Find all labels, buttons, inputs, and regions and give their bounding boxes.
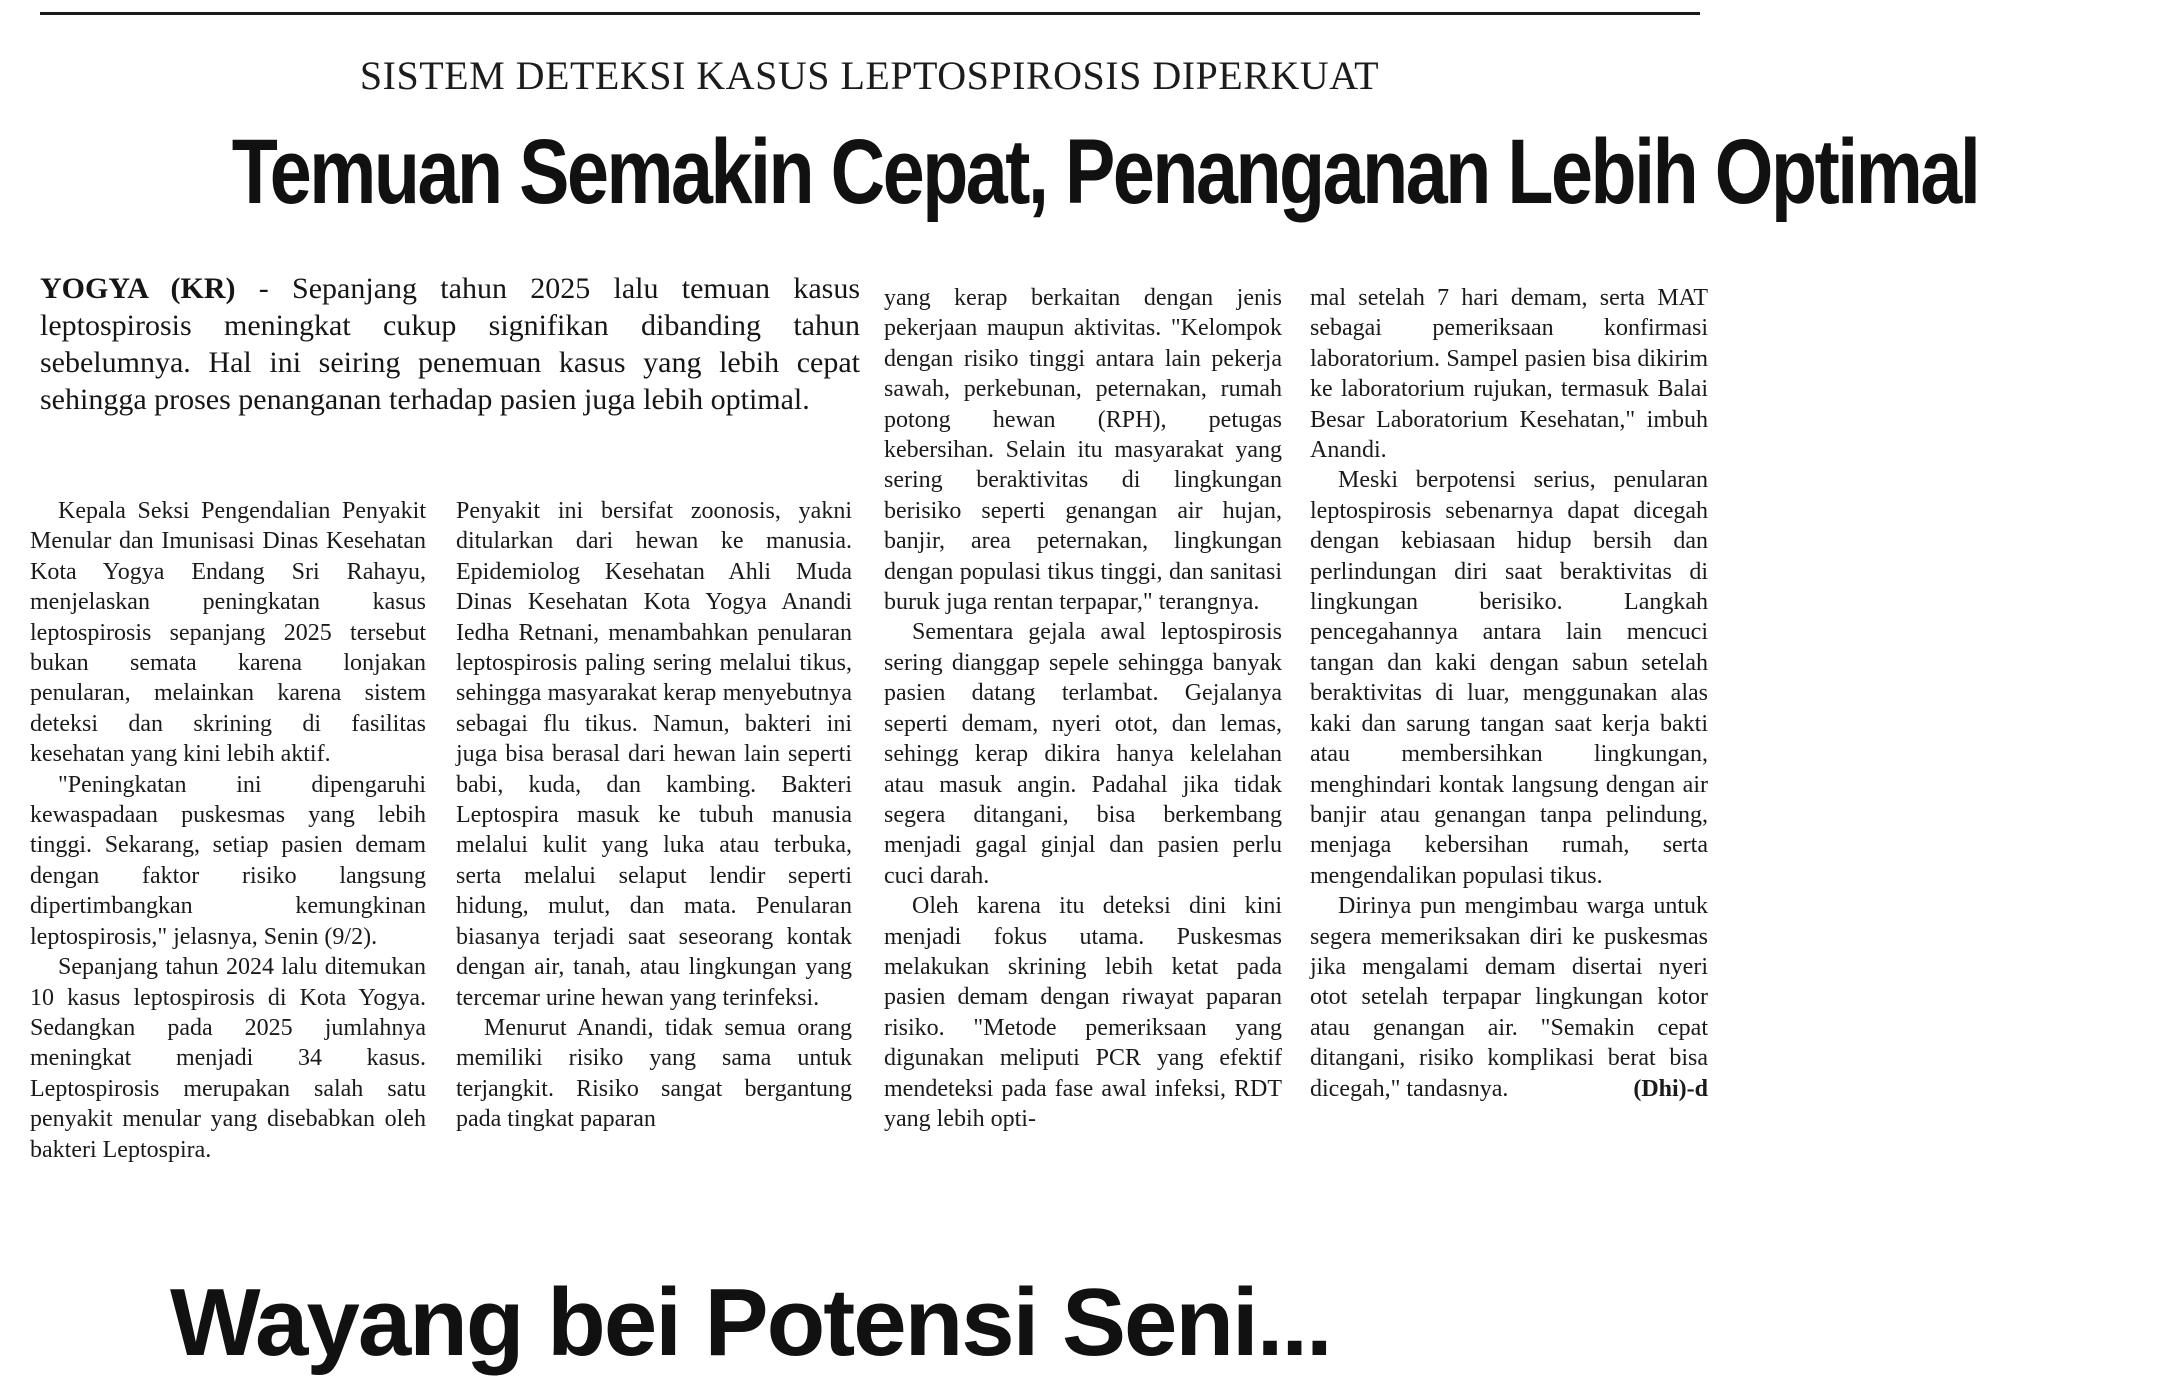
paragraph: "Peningkatan ini dipengaruhi kewaspadaan puskesmas yang lebih tinggi. Sekarang, setiap pasien demam dengan faktor risiko langsung dipertimbangkan kemungkinan leptospirosis," jelasnya, Senin (9/2). bbox=[30, 771, 426, 950]
paragraph: Kepala Seksi Pengendalian Penyakit Menular dan Imunisasi Dinas Kesehatan Kota Yogya Endang Sri Rahayu, menjelaskan peningkatan kasus leptospirosis sepanjang 2025 tersebut bukan semata karena lonjakan penularan, melainkan karena sistem deteksi dan skrining di fasilitas kesehatan yang kini lebih aktif. bbox=[30, 498, 426, 768]
top-rule bbox=[40, 12, 1700, 15]
paragraph: Menurut Anandi, tidak semua orang memiliki risiko yang sama untuk terjangkit. Risiko sangat bergantung pada tingkat paparan bbox=[456, 1014, 852, 1133]
headline-text: Temuan Semakin Cepat, Penanganan Lebih Optimal bbox=[231, 121, 1979, 223]
paragraph: yang kerap berkaitan dengan jenis pekerjaan maupun aktivitas. "Kelompok dengan risiko tinggi antara lain pekerja sawah, perkebunan, peternakan, rumah potong hewan (RPH), petugas kebersihan. Selain itu masyarakat yang sering beraktivitas di lingkungan berisiko seperti genangan air hujan, banjir, area peternakan, lingkungan dengan populasi tikus tinggi, dan sanitasi buruk juga rentan terpapar," terangnya. bbox=[884, 285, 1282, 616]
paragraph-text: Dirinya pun mengimbau warga untuk segera memeriksakan diri ke puskesmas jika mengalami demam disertai nyeri otot setelah terpapar lingkungan kotor atau genangan air. "Semakin cepat ditangani, risiko komplikasi berat bisa dicegah," tandasnya. bbox=[1310, 893, 1708, 1102]
article-kicker: SISTEM DETEKSI KASUS LEPTOSPIROSIS DIPERKUAT bbox=[359, 53, 1380, 98]
paragraph: Penyakit ini bersifat zoonosis, yakni ditularkan dari hewan ke manusia. Epidemiolog Kesehatan Ahli Muda Dinas Kesehatan Kota Yogya Anandi Iedha Retnani, menambahkan penularan leptospirosis paling sering melalui tikus, sehingga masyarakat kerap menyebutnya sebagai flu tikus. Namun, bakteri ini juga bisa berasal dari hewan lain seperti babi, kuda, dan kambing. Bakteri Leptospira masuk ke tubuh manusia melalui kulit yang luka atau terbuka, serta melalui selaput lendir seperti hidung, mulut, dan mata. Penularan biasanya terjadi saat seseorang kontak dengan air, tanah, atau lingkungan yang tercemar urine hewan yang terinfeksi. bbox=[456, 498, 852, 1011]
article-lead bbox=[40, 270, 860, 418]
paragraph: mal setelah 7 hari demam, serta MAT sebagai pemeriksaan konfirmasi laboratorium. Sampel pasien bisa dikirim ke laboratorium rujukan, termasuk Balai Besar Laboratorium Kesehatan," imbuh Anandi. bbox=[1310, 285, 1708, 464]
lead-text: - Sepanjang tahun 2025 lalu temuan kasus leptospirosis meningkat cukup signifikan dibanding tahun sebelumnya. Hal ini seiring penemuan kasus yang lebih cepat sehingga proses penanganan terhadap pasien juga lebih optimal. bbox=[40, 272, 860, 416]
paragraph: Oleh karena itu deteksi dini kini menjadi fokus utama. Puskesmas melakukan skrining lebih ketat pada pasien demam dengan riwayat paparan risiko. "Metode pemeriksaan yang digunakan meliputi PCR yang efektif mendeteksi pada fase awal infeksi, RDT yang lebih opti- bbox=[884, 893, 1282, 1132]
column-3 bbox=[884, 283, 1282, 1134]
next-article-headline-fragment: Wayang bei Potensi Seni... bbox=[170, 1269, 1331, 1376]
paragraph: Meski berpotensi serius, penularan leptospirosis sebenarnya dapat dicegah dengan kebiasaan hidup bersih dan perlindungan diri saat beraktivitas di lingkungan berisiko. Langkah pencegahannya antara lain mencuci tangan dan kaki dengan sabun setelah beraktivitas di luar, menggunakan alas kaki dan sarung tangan saat kerja bakti atau membersihkan lingkungan, menghindari kontak langsung dengan air banjir atau genangan tanpa pelindung, menjaga kebersihan rumah, serta mengendalikan populasi tikus. bbox=[1310, 467, 1708, 889]
paragraph bbox=[1310, 891, 1708, 1104]
dateline: YOGYA (KR) bbox=[40, 272, 236, 305]
paragraph: Sementara gejala awal leptospirosis sering dianggap sepele sehingga banyak pasien datang terlambat. Gejalanya seperti demam, nyeri otot, dan lemas, sehingg kerap dikira hanya kelelahan atau masuk angin. Padahal jika tidak segera ditangani, bisa berkembang menjadi gagal ginjal dan pasien perlu cuci darah. bbox=[884, 619, 1282, 889]
column-2 bbox=[456, 496, 852, 1135]
column-4 bbox=[1310, 283, 1708, 1104]
author-credit: (Dhi)-d bbox=[1633, 1075, 1708, 1102]
article-headline bbox=[40, 112, 1979, 232]
column-1 bbox=[30, 496, 426, 1165]
paragraph: Sepanjang tahun 2024 lalu ditemukan 10 kasus leptospirosis di Kota Yogya. Sedangkan pada 2025 jumlahnya meningkat menjadi 34 kasus. Leptospirosis merupakan salah satu penyakit menular yang disebabkan oleh bakteri Leptospira. bbox=[30, 954, 426, 1163]
